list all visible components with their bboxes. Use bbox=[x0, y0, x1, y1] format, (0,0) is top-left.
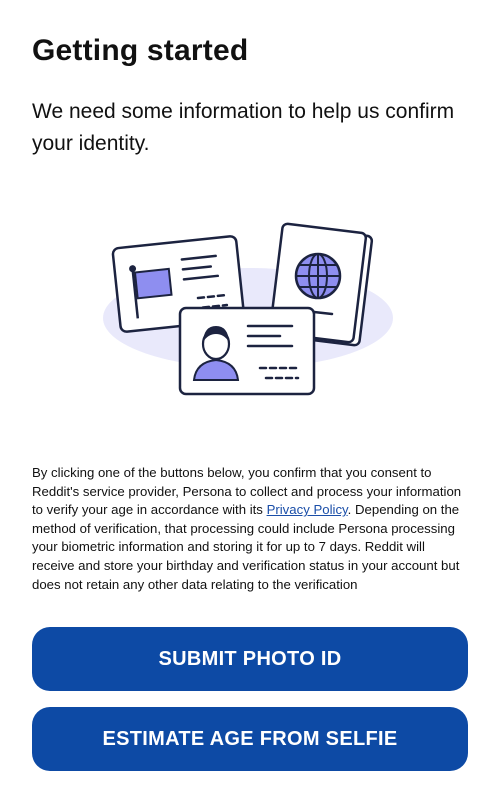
privacy-policy-link[interactable]: Privacy Policy bbox=[266, 502, 348, 518]
id-card-icon bbox=[180, 308, 314, 394]
submit-photo-id-button[interactable]: SUBMIT PHOTO ID bbox=[32, 627, 468, 691]
identity-documents-illustration bbox=[100, 220, 400, 400]
consent-text-before: By clicking one of the buttons below, you confirm that you consent to Reddit's service provider, Persona to collect and process your information to verify your age in accordance with its bbox=[32, 465, 462, 518]
page-title: Getting started bbox=[32, 34, 249, 67]
page-subtitle: We need some information to help us confirm your identity. bbox=[32, 100, 455, 155]
consent-text-after: . Depending on the method of verification, that processing could include Persona processing your biometric information and storing it for up to 7 days. Reddit will receive and store your birthday and verification status in your account but does not retain any other data relating to the verification bbox=[32, 502, 460, 592]
consent-text bbox=[32, 464, 468, 594]
estimate-age-from-selfie-button[interactable]: ESTIMATE AGE FROM SELFIE bbox=[32, 707, 468, 771]
globe-icon bbox=[296, 254, 340, 298]
